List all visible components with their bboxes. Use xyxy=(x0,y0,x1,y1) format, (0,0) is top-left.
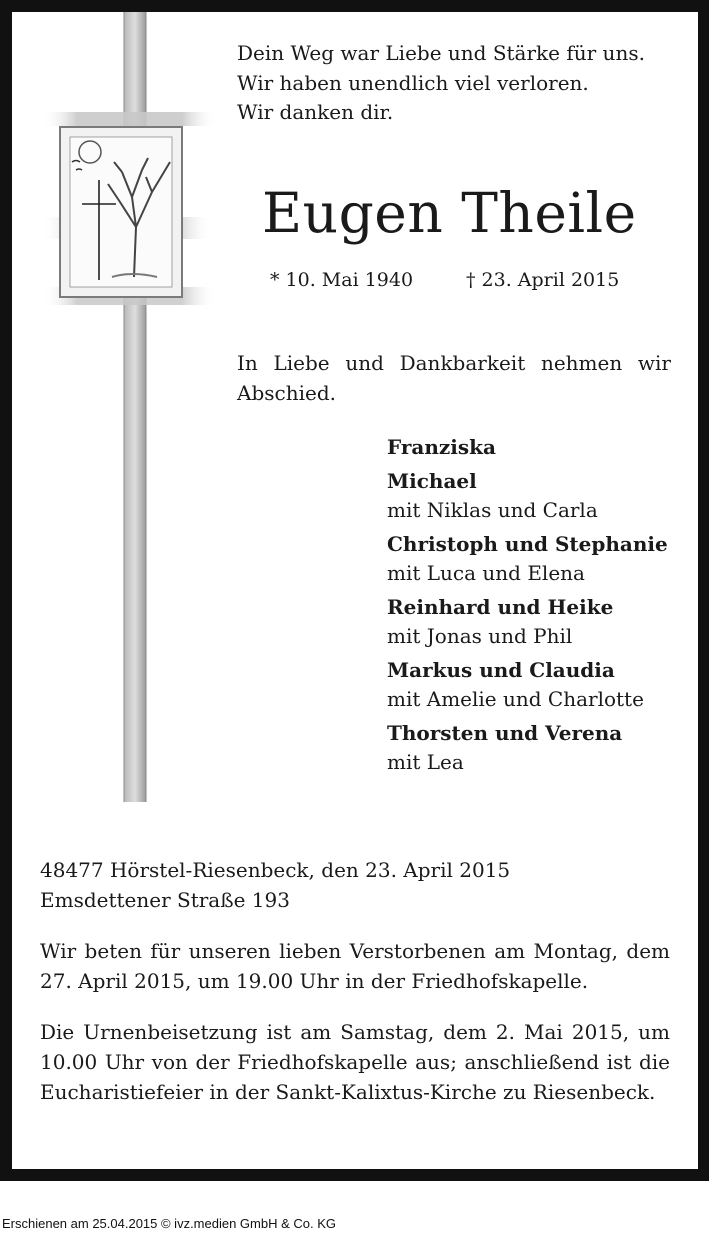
list-item xyxy=(387,467,692,525)
verse xyxy=(237,39,677,128)
verse-line: Wir danken dir. xyxy=(237,100,394,124)
family-member-children: mit Niklas und Carla xyxy=(387,498,598,522)
list-item xyxy=(387,530,692,588)
cross-tree-sketch-icon xyxy=(42,12,232,812)
address-line: 48477 Hörstel-Riesenbeck, den 23. April 2015 xyxy=(40,858,511,882)
family-list xyxy=(387,433,692,782)
list-item xyxy=(387,656,692,714)
verse-line: Wir haben unendlich viel verloren. xyxy=(237,70,589,95)
deceased-name: Eugen Theile xyxy=(262,181,637,245)
footer-info xyxy=(40,855,670,1107)
family-member-name: Reinhard und Heike xyxy=(387,595,614,619)
verse-line: Dein Weg war Liebe und Stärke für uns. xyxy=(237,41,645,65)
list-item xyxy=(387,719,692,777)
publication-credit: Erschienen am 25.04.2015 © ivz.medien GmbH & Co. KG xyxy=(2,1216,337,1231)
family-member-name: Christoph und Stephanie xyxy=(387,532,668,556)
death-date: † 23. April 2015 xyxy=(466,269,620,291)
obituary-body xyxy=(12,12,698,1169)
farewell-text: In Liebe und Dankbarkeit nehmen wir Abschied. xyxy=(237,351,671,405)
prayer-text: Wir beten für unseren lieben Verstorbenen am Montag, dem 27. April 2015, um 19.00 Uhr in der Friedhofskapelle. xyxy=(40,939,670,993)
family-member-children: mit Jonas und Phil xyxy=(387,624,573,648)
list-item xyxy=(387,433,692,462)
list-item xyxy=(387,593,692,651)
family-member-name: Thorsten und Verena xyxy=(387,721,623,745)
family-member-name: Michael xyxy=(387,469,477,493)
address-line: Emsdettener Straße 193 xyxy=(40,888,290,912)
family-member-name: Franziska xyxy=(387,435,496,459)
family-member-children: mit Lea xyxy=(387,750,464,774)
family-member-children: mit Amelie und Charlotte xyxy=(387,687,644,711)
family-member-name: Markus und Claudia xyxy=(387,658,615,682)
burial-text: Die Urnenbeisetzung ist am Samstag, dem 2. Mai 2015, um 10.00 Uhr von der Friedhofskapelle aus; anschließend ist die Eucharistiefeier in der Sankt-Kalixtus-Kirche zu Riesenbeck. xyxy=(40,1020,670,1104)
birth-date: * 10. Mai 1940 xyxy=(270,269,414,291)
family-member-children: mit Luca und Elena xyxy=(387,561,585,585)
